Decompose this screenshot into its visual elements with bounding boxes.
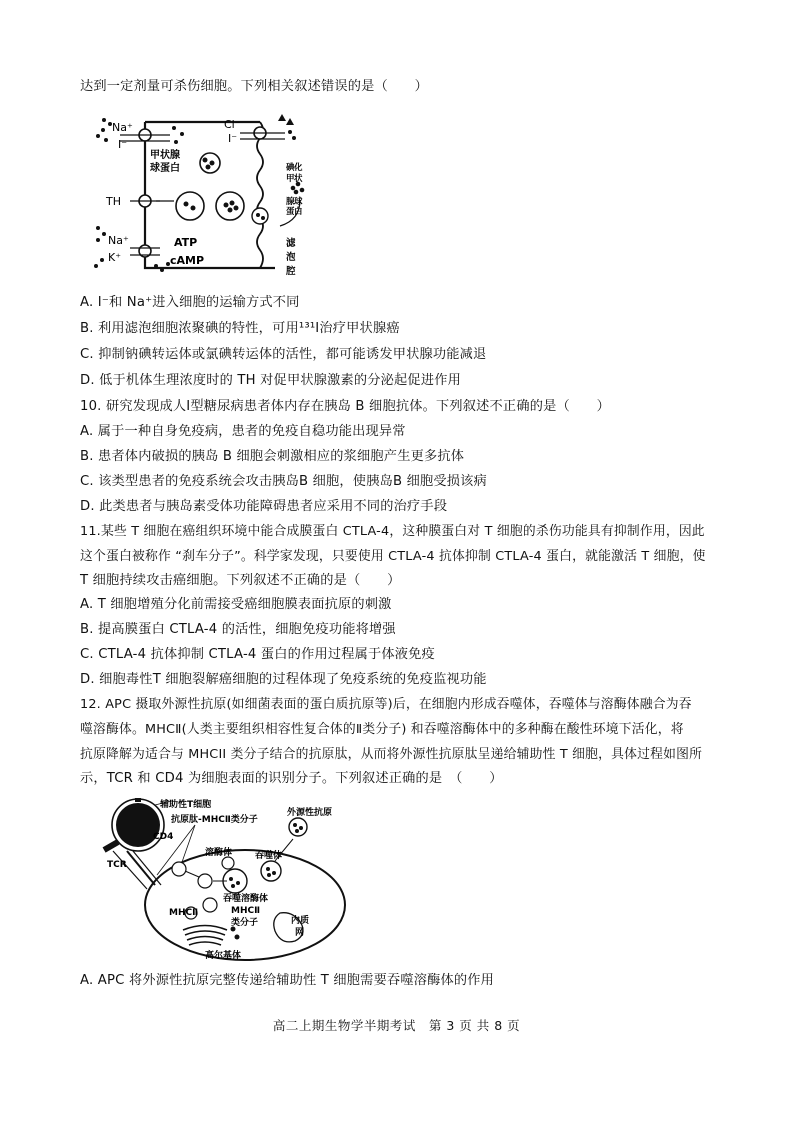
label-phagolysosome: 吞噬溶酶体 bbox=[223, 894, 269, 904]
q10-option-c: C. 该类型患者的免疫系统会攻击胰岛B 细胞，使胰岛B 细胞受损该病 bbox=[80, 474, 487, 489]
label-peptide-mhc: 抗原肽-MHCⅡ类分子 bbox=[171, 815, 258, 825]
label-atp: ATP bbox=[174, 236, 198, 249]
q11-stem-2: 这个蛋白被称作 “刹车分子”。科学家发现，只要使用 CTLA-4 抗体抑制 CTLA-4 蛋白，就能激活 T 细胞，使 bbox=[80, 549, 706, 564]
label-iodinated-5: 腺 bbox=[286, 197, 295, 207]
q9-stem-tail: 达到一定剂量可杀伤细胞。下列相关叙述错误的是（ ） bbox=[80, 79, 429, 94]
label-th: TH bbox=[106, 195, 121, 208]
q12-option-a: A. APC 将外源性抗原完整传递给辅助性 T 细胞需要吞噬溶酶体的作用 bbox=[80, 973, 495, 988]
label-cl: Cl⁻ bbox=[224, 118, 241, 131]
q9-option-b: B. 利用滤泡细胞浓聚碘的特性，可用¹³¹I治疗甲状腺癌 bbox=[80, 321, 400, 336]
q10-option-a: A. 属于一种自身免疫病，患者的免疫自稳功能出现异常 bbox=[80, 424, 406, 439]
label-thyroglobulin-1: 甲状腺 bbox=[150, 150, 180, 161]
q11-stem-1: 11.某些 T 细胞在癌组织环境中能合成膜蛋白 CTLA-4，这种膜蛋白对 T 细胞的杀伤功能具有抑制作用，因此 bbox=[80, 524, 705, 539]
label-iodinated-6: 球 bbox=[294, 197, 303, 207]
label-thyroglobulin-2: 球蛋白 bbox=[150, 163, 180, 174]
label-follicle-3: 腔 bbox=[286, 266, 296, 277]
label-lysosome: 溶酶体 bbox=[205, 848, 233, 858]
apc-figure bbox=[95, 795, 395, 963]
q12-stem-4: 示，TCR 和 CD4 为细胞表面的识别分子。下列叙述正确的是 （ ） bbox=[80, 771, 503, 786]
q11-option-c: C. CTLA-4 抗体抑制 CTLA-4 蛋白的作用过程属于体液免疫 bbox=[80, 647, 435, 662]
q12-stem-2: 噬溶酶体。MHCⅡ(人类主要组织相容性复合体的Ⅱ类分子) 和吞噬溶酶体中的多种酶在酸性环境下活化，将 bbox=[80, 722, 684, 737]
label-mhc2-class-b: 类分子 bbox=[231, 918, 259, 928]
label-iodinated-7: 蛋 bbox=[286, 207, 295, 217]
q11-option-b: B. 提高膜蛋白 CTLA-4 的活性，细胞免疫功能将增强 bbox=[80, 622, 396, 637]
label-er-a: 内质 bbox=[291, 916, 310, 926]
label-helper-t: 辅助性T细胞 bbox=[160, 800, 212, 810]
label-na-bottom: Na⁺ bbox=[108, 234, 129, 247]
label-phagosome: 吞噬体 bbox=[255, 851, 283, 861]
q9-option-c: C. 抑制钠碘转运体或氯碘转运体的活性，都可能诱发甲状腺功能减退 bbox=[80, 347, 487, 362]
q11-option-d: D. 细胞毒性T 细胞裂解癌细胞的过程体现了免疫系统的免疫监视功能 bbox=[80, 672, 487, 687]
label-iodinated-1: 碘 bbox=[286, 163, 295, 173]
label-iodinated-3: 甲 bbox=[286, 174, 295, 184]
label-follicle-1: 滤 bbox=[286, 238, 296, 249]
q12-stem-3: 抗原降解为适合与 MHCII 类分子结合的抗原肽，从而将外源性抗原肽呈递给辅助性 T 细胞，具体过程如图所 bbox=[80, 747, 703, 762]
label-i-right: I⁻ bbox=[228, 132, 238, 145]
label-exo-antigen: 外源性抗原 bbox=[287, 808, 333, 818]
q10-stem: 10. 研究发现成人Ⅰ型糖尿病患者体内存在胰岛 B 细胞抗体。下列叙述不正确的是（ ） bbox=[80, 399, 611, 414]
label-na-top: Na⁺ bbox=[112, 121, 133, 134]
q9-option-a: A. I⁻和 Na⁺进入细胞的运输方式不同 bbox=[80, 295, 300, 310]
label-i-top: I⁻ bbox=[118, 138, 128, 151]
q10-option-d: D. 此类患者与胰岛素受体功能障碍患者应采用不同的治疗手段 bbox=[80, 499, 448, 514]
q12-stem-1: 12. APC 摄取外源性抗原(如细菌表面的蛋白质抗原等)后，在细胞内形成吞噬体，吞噬体与溶酶体融合为吞 bbox=[80, 697, 692, 712]
label-golgi: 高尔基体 bbox=[205, 951, 242, 961]
q11-stem-3: T 细胞持续攻击癌细胞。下列叙述不正确的是（ ） bbox=[80, 573, 401, 588]
q9-option-d: D. 低于机体生理浓度时的 TH 对促甲状腺激素的分泌起促进作用 bbox=[80, 373, 461, 388]
label-iodinated-4: 状 bbox=[294, 174, 303, 184]
thyroid-cell-figure bbox=[90, 108, 310, 280]
label-iodinated-8: 白 bbox=[294, 207, 303, 217]
label-tcr: TCR bbox=[107, 860, 127, 870]
q11-option-a: A. T 细胞增殖分化前需接受癌细胞膜表面抗原的刺激 bbox=[80, 597, 392, 612]
label-follicle-2: 泡 bbox=[286, 252, 296, 263]
label-er-b: 网 bbox=[295, 928, 305, 938]
label-k: K⁺ bbox=[108, 251, 122, 264]
page-footer: 高二上期生物学半期考试 第 3 页 共 8 页 bbox=[272, 1018, 521, 1033]
q10-option-b: B. 患者体内破损的胰岛 B 细胞会刺激相应的浆细胞产生更多抗体 bbox=[80, 449, 465, 464]
label-mhc2-class-a: MHCⅡ bbox=[231, 906, 261, 916]
label-camp: cAMP bbox=[170, 254, 205, 267]
label-mhc2: MHCⅡ bbox=[169, 908, 199, 918]
label-cd4: CD4 bbox=[153, 832, 174, 842]
label-iodinated-2: 化 bbox=[294, 163, 303, 173]
